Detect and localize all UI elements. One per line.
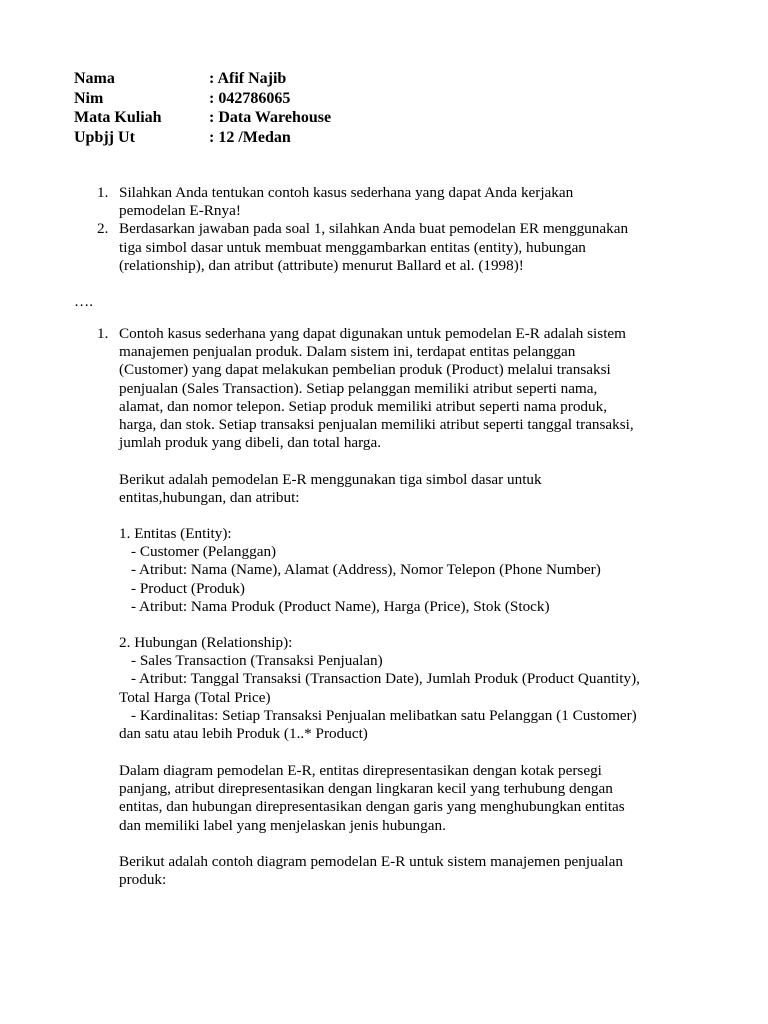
text-line: panjang, atribut direpresentasikan dengan lingkaran kecil yang terhubung dengan [119, 780, 613, 798]
text-line: Silahkan Anda tentukan contoh kasus sederhana yang dapat Anda kerjakan [119, 184, 574, 201]
answer-item [74, 325, 699, 452]
text-line: - Atribut: Nama (Name), Alamat (Address), Nomor Telepon (Phone Number) [131, 561, 601, 579]
question-text [119, 220, 694, 275]
info-row-mata-kuliah [74, 108, 331, 128]
text-line: Total Harga (Total Price) [119, 688, 271, 706]
student-info [74, 69, 331, 147]
text-line: Contoh kasus sederhana yang dapat digunakan untuk pemodelan E-R adalah sistem [119, 325, 626, 342]
info-label: Nim [74, 89, 104, 107]
intro-paragraph [119, 471, 704, 507]
section-heading: 1. Entitas (Entity): [119, 525, 232, 542]
info-label: Mata Kuliah [74, 109, 162, 126]
text-line: Berdasarkan jawaban pada soal 1, silahkan Anda buat pemodelan ER menggunakan [119, 220, 629, 238]
answer-list [74, 325, 699, 452]
question-item [74, 184, 694, 220]
question-text [119, 184, 694, 220]
info-value: : 12 /Medan [209, 128, 291, 146]
info-row-upbjj [74, 128, 331, 148]
list-number: 1. [97, 325, 109, 342]
text-line: - Product (Produk) [131, 579, 245, 597]
info-label: Nama [74, 70, 115, 87]
question-list [74, 184, 694, 275]
list-number: 1. [97, 184, 109, 201]
entities-section [119, 525, 704, 616]
section-heading: 2. Hubungan (Relationship): [119, 634, 293, 651]
text-line: produk: [119, 871, 167, 889]
text-line: harga, dan stok. Setiap transaksi penjualan memiliki atribut seperti tanggal transaksi, [119, 416, 634, 434]
text-line: Berikut adalah pemodelan E-R menggunakan tiga simbol dasar untuk [119, 471, 542, 488]
info-value: : Data Warehouse [209, 109, 332, 126]
text-line: - Atribut: Nama Produk (Product Name), Harga (Price), Stok (Stock) [131, 597, 550, 615]
info-value: : 042786065 [209, 89, 291, 107]
text-line: tiga simbol dasar untuk membuat menggambarkan entitas (entity), hubungan [119, 238, 586, 256]
relationships-section [119, 634, 704, 743]
text-line: Dalam diagram pemodelan E-R, entitas direpresentasikan dengan kotak persegi [119, 762, 602, 779]
text-line: penjualan (Sales Transaction). Setiap pelanggan memiliki atribut seperti nama, [119, 379, 598, 397]
text-line: (Customer) yang dapat melakukan pembelian produk (Product) melalui transaksi [119, 361, 611, 379]
info-value: : Afif Najib [209, 70, 287, 87]
separator: …. [74, 293, 93, 310]
text-line: - Kardinalitas: Setiap Transaksi Penjualan melibatkan satu Pelanggan (1 Customer) [131, 706, 637, 724]
text-line: - Atribut: Tanggal Transaksi (Transaction Date), Jumlah Produk (Product Quantity), [131, 670, 640, 688]
text-line: manajemen penjualan produk. Dalam sistem ini, terdapat entitas pelanggan [119, 343, 576, 361]
text-line: - Customer (Pelanggan) [131, 543, 277, 561]
closing-paragraph [119, 853, 704, 889]
text-line: (relationship), dan atribut (attribute) menurut Ballard et al. (1998)! [119, 256, 524, 274]
info-label: Upbjj Ut [74, 128, 135, 146]
text-line: Berikut adalah contoh diagram pemodelan E-R untuk sistem manajemen penjualan [119, 853, 623, 870]
text-line: - Sales Transaction (Transaksi Penjualan) [131, 652, 383, 670]
text-line: alamat, dan nomor telepon. Setiap produk memiliki atribut seperti nama produk, [119, 397, 607, 415]
text-line: jumlah produk yang dibeli, dan total harga. [119, 434, 382, 452]
diagram-description [119, 762, 704, 835]
list-number: 2. [97, 220, 109, 238]
question-item [74, 220, 694, 275]
answer-text [119, 325, 699, 452]
text-line: dan memiliki label yang menjelaskan jenis hubungan. [119, 816, 446, 834]
text-line: dan satu atau lebih Produk (1..* Product) [119, 725, 368, 743]
text-line: pemodelan E-Rnya! [119, 202, 241, 220]
info-row-nim [74, 89, 331, 109]
text-line: entitas,hubungan, dan atribut: [119, 489, 300, 507]
text-line: entitas, dan hubungan direpresentasikan dengan garis yang menghubungkan entitas [119, 798, 625, 816]
info-row-nama [74, 69, 331, 89]
